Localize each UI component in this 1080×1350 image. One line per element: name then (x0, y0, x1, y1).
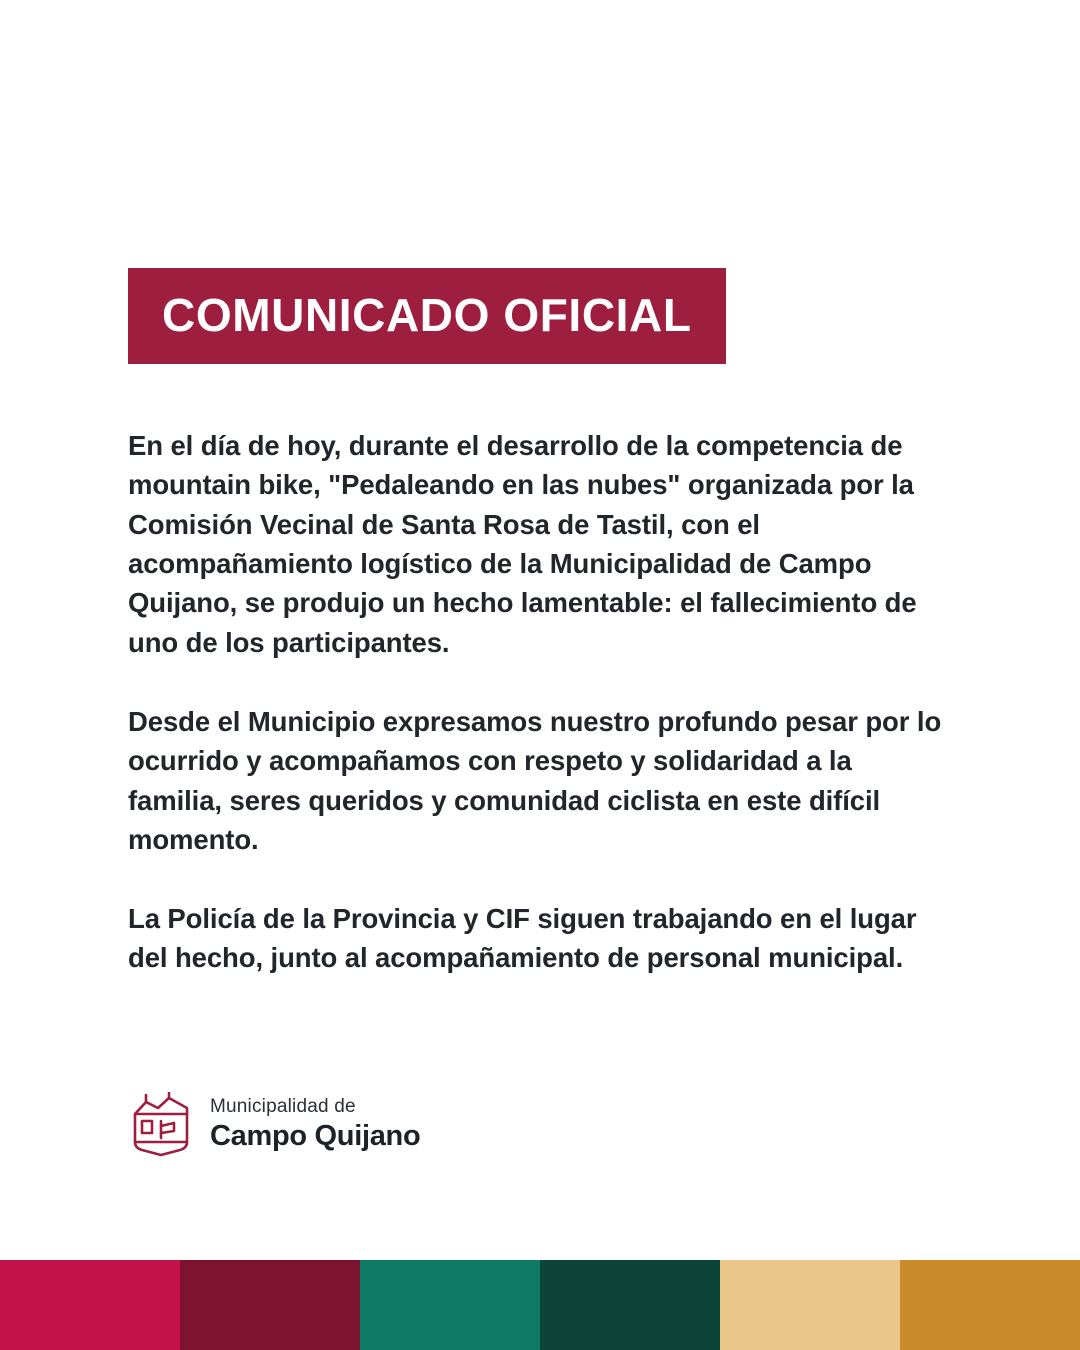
footer-logo (128, 1090, 420, 1158)
color-swatch-dark-green (540, 1260, 720, 1350)
municipal-crest-icon (128, 1090, 194, 1158)
announcement-body (128, 426, 953, 978)
logo-line-2: Campo Quijano (210, 1120, 421, 1152)
announcement-content (128, 268, 958, 978)
paragraph-3: La Policía de la Provincia y CIF siguen trabajando en el lugar del hecho, junto al acompañamiento de personal municipal. (128, 903, 917, 974)
page-title: COMUNICADO OFICIAL (162, 289, 692, 341)
color-swatch-teal-green (360, 1260, 540, 1350)
title-banner (128, 268, 726, 364)
paragraph-2: Desde el Municipio expresamos nuestro profundo pesar por lo ocurrido y acompañamos con respeto y solidaridad a la familia, seres queridos y comunidad ciclista en este difícil momento. (128, 705, 942, 855)
logo-wordmark (210, 1097, 420, 1151)
color-swatch-dark-maroon (180, 1260, 360, 1350)
logo-line-1: Municipalidad de (210, 1096, 356, 1117)
color-swatch-ochre (900, 1260, 1080, 1350)
color-swatch-crimson (0, 1260, 180, 1350)
color-swatch-sand (720, 1260, 900, 1350)
brand-color-bar (0, 1260, 1080, 1350)
paragraph-1: En el día de hoy, durante el desarrollo de la competencia de mountain bike, "Pedaleando en las nubes" organizada por la Comisión Vecinal de Santa Rosa de Tastil, con el acompañamiento logístico de la Municipalidad de Campo Quijano, se produjo un hecho lamentable: el fallecimiento de uno de los participantes. (128, 430, 917, 658)
